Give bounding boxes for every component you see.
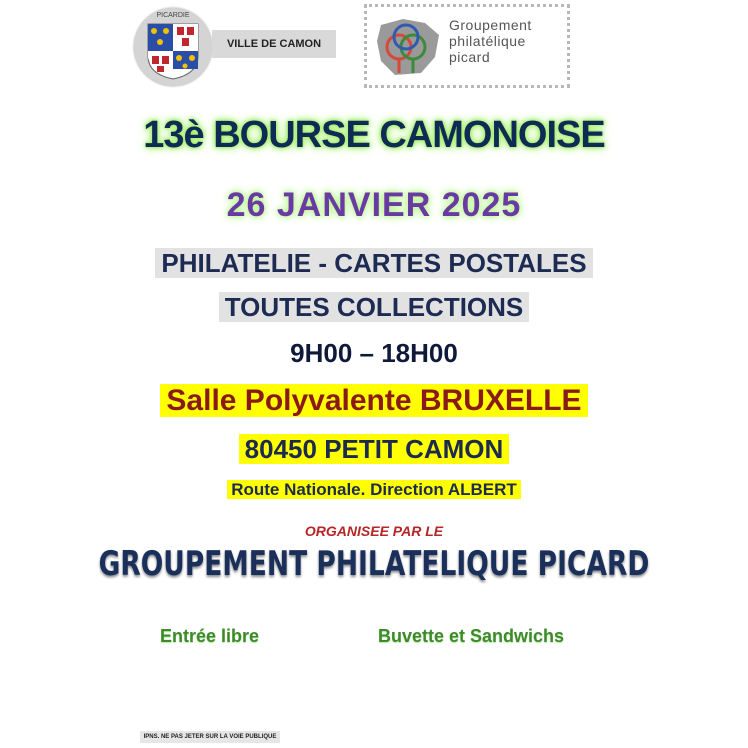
theme-line-2-text: TOUTES COLLECTIONS [219, 292, 530, 322]
crest-label: PICARDIE [156, 12, 190, 19]
picardie-crest [134, 8, 212, 86]
logo-text [449, 17, 532, 65]
theme-line-2 [0, 292, 748, 323]
event-hours: 9H00 – 18H00 [290, 338, 458, 368]
venue-name: Salle Polyvalente BRUXELLE [160, 384, 587, 417]
map-logo-icon [373, 15, 445, 81]
directions-line [0, 480, 748, 500]
address-line [0, 434, 748, 465]
ipns-notice: IPNS. NE PAS JETER SUR LA VOIE PUBLIQUE [140, 731, 280, 743]
organiser-intro: ORGANISEE PAR LE [304, 523, 444, 539]
refreshments-text: Buvette et Sandwichs [378, 626, 565, 646]
free-entry-text: Entrée libre [160, 626, 260, 646]
event-date: 26 JANVIER 2025 [226, 186, 522, 224]
venue-line [0, 384, 748, 418]
event-title: 13è BOURSE CAMONOISE [143, 114, 605, 156]
logo-line-3: picard [449, 49, 491, 65]
theme-line-1-text: PHILATELIE - CARTES POSTALES [155, 248, 592, 278]
logo-line-1: Groupement [449, 17, 532, 33]
coat-of-arms-icon [146, 22, 200, 80]
address-text: 80450 PETIT CAMON [239, 434, 510, 464]
logo-line-2: philatélique [449, 33, 526, 49]
organiser-name: GROUPEMENT PHILATELIQUE PICARD [98, 544, 650, 584]
groupement-logo [364, 4, 570, 88]
directions-text: Route Nationale. Direction ALBERT [227, 480, 521, 499]
theme-line-1 [0, 248, 748, 279]
town-label: VILLE DE CAMON [212, 30, 336, 58]
